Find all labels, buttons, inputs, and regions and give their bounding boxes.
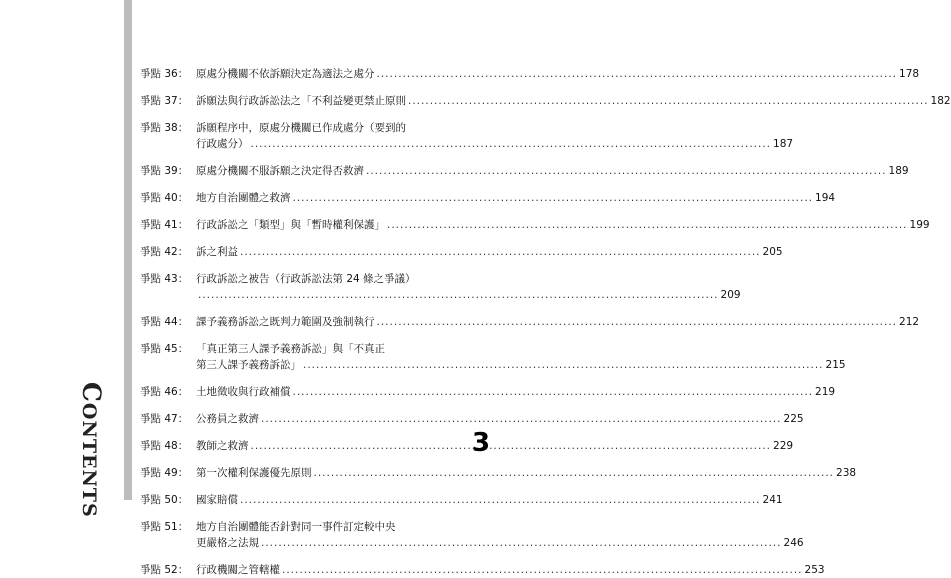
toc-entry-line <box>196 438 793 454</box>
toc-entry-body <box>196 93 951 109</box>
toc-entry-line <box>196 341 846 357</box>
toc-entry[interactable] <box>140 244 783 260</box>
toc-entry-line <box>196 271 741 287</box>
toc-entry-title: 「真正第三人課予義務訴訟」與「不真正 <box>196 343 385 355</box>
toc-entry-number: 爭點 36： <box>140 68 189 80</box>
toc-entry[interactable] <box>140 562 825 578</box>
toc-entry-title: 行政處分） <box>196 138 249 150</box>
toc-entry-body <box>196 120 793 152</box>
toc-page-number: 253 <box>804 564 825 576</box>
toc-leader-dots <box>261 535 782 551</box>
toc-entry-number: 爭點 49： <box>140 467 189 479</box>
toc-page-number: 225 <box>783 413 804 425</box>
toc-entry-line <box>196 66 919 82</box>
toc-entry-title: 教師之救濟 <box>196 440 249 452</box>
toc-entry-number: 爭點 45： <box>140 343 189 355</box>
toc-page-number: 229 <box>773 440 794 452</box>
toc-entry[interactable] <box>140 341 846 373</box>
toc-page-number: 209 <box>720 289 741 301</box>
toc-entry-number: 爭點 41： <box>140 219 189 231</box>
toc-entry[interactable] <box>140 438 794 454</box>
toc-entry-line <box>196 535 804 551</box>
contents-label-initial: C <box>77 382 106 403</box>
toc-entry-line <box>196 93 951 109</box>
toc-entry-body <box>196 519 804 551</box>
toc-entry-line <box>196 244 783 260</box>
toc-entry-title: 行政機關之管轄權 <box>196 564 280 576</box>
toc-entry[interactable] <box>140 66 920 82</box>
toc-leader-dots <box>240 244 761 260</box>
toc-entry-number: 爭點 40： <box>140 192 189 204</box>
toc-leader-dots <box>387 217 908 233</box>
toc-page-number: 238 <box>836 467 857 479</box>
toc-entry-number: 爭點 47： <box>140 413 189 425</box>
toc-entry-title: 訴之利益 <box>196 246 238 258</box>
toc-entry-number: 爭點 51： <box>140 521 189 533</box>
toc-page-number: 241 <box>762 494 783 506</box>
toc-page-number: 199 <box>909 219 930 231</box>
toc-entry-title: 第一次權利保護優先原則 <box>196 467 312 479</box>
toc-leader-dots <box>251 136 772 152</box>
toc-entry[interactable] <box>140 314 920 330</box>
toc-entry-title: 行政訴訟之「類型」與「暫時權利保護」 <box>196 219 385 231</box>
toc-leader-dots <box>293 384 814 400</box>
toc-leader-dots <box>377 314 898 330</box>
toc-leader-dots <box>303 357 824 373</box>
toc-entry-body <box>196 271 741 303</box>
toc-page-number: 205 <box>762 246 783 258</box>
toc-entry-line <box>196 190 835 206</box>
toc-entry-body <box>196 163 909 179</box>
toc-leader-dots <box>261 411 782 427</box>
toc-entry-body <box>196 411 804 427</box>
toc-entry-number: 爭點 44： <box>140 316 189 328</box>
toc-entry-body <box>196 190 835 206</box>
toc-entry-title: 訴願程序中，原處分機關已作成處分（要到的 <box>196 122 406 134</box>
toc-entry-body <box>196 66 919 82</box>
toc-leader-dots <box>314 465 835 481</box>
toc-entry[interactable] <box>140 93 951 109</box>
table-of-contents <box>140 66 951 578</box>
toc-entry-line <box>196 411 804 427</box>
toc-entry-number: 爭點 38： <box>140 122 189 134</box>
toc-entry-line <box>196 136 793 152</box>
toc-entry[interactable] <box>140 163 909 179</box>
toc-entry-body <box>196 492 783 508</box>
toc-entry-body <box>196 217 930 233</box>
toc-page-number: 219 <box>815 386 836 398</box>
toc-entry-title: 公務員之救濟 <box>196 413 259 425</box>
toc-entry-line <box>196 217 930 233</box>
toc-entry-title: 國家賠償 <box>196 494 238 506</box>
toc-entry-number: 爭點 42： <box>140 246 189 258</box>
toc-entry-title: 訴願法與行政訴訟法之「不利益變更禁止原則 <box>196 95 406 107</box>
toc-entry-line <box>196 357 846 373</box>
toc-entry-line <box>196 287 741 303</box>
toc-entry-body <box>196 341 846 373</box>
toc-page-number: 215 <box>825 359 846 371</box>
toc-page-number: 194 <box>815 192 836 204</box>
toc-entry-title: 地方自治團體能否針對同一事件訂定較中央 <box>196 521 396 533</box>
toc-page-number: 189 <box>888 165 909 177</box>
contents-label-rest: ONTENTS <box>78 402 100 518</box>
toc-leader-dots <box>366 163 887 179</box>
toc-page-number: 182 <box>930 95 951 107</box>
toc-entry-number: 爭點 52： <box>140 564 189 576</box>
toc-entry-line <box>196 163 909 179</box>
toc-page-number: 178 <box>899 68 920 80</box>
toc-page-number: 187 <box>773 138 794 150</box>
toc-entry-body <box>196 562 825 578</box>
toc-entry-body <box>196 384 835 400</box>
toc-entry-number: 爭點 43： <box>140 273 189 285</box>
toc-leader-dots <box>198 287 719 303</box>
toc-entry[interactable] <box>140 492 783 508</box>
toc-entry-line <box>196 314 919 330</box>
toc-entry-line <box>196 519 804 535</box>
toc-leader-dots <box>408 93 929 109</box>
toc-entry-body <box>196 465 856 481</box>
toc-entry-title: 第三人課予義務訴訟」 <box>196 359 301 371</box>
toc-entry[interactable] <box>140 217 930 233</box>
toc-entry-title: 更嚴格之法規 <box>196 537 259 549</box>
toc-entry-title: 行政訴訟之被告（行政訴訟法第 24 條之爭議） <box>196 273 416 285</box>
toc-leader-dots <box>293 190 814 206</box>
toc-entry[interactable] <box>140 465 857 481</box>
sidebar-divider <box>124 0 132 500</box>
toc-page-number: 212 <box>899 316 920 328</box>
toc-entry-line <box>196 465 856 481</box>
toc-entry-title: 土地徵收與行政補償 <box>196 386 291 398</box>
toc-entry-title: 原處分機關不依訴願決定為適法之處分 <box>196 68 375 80</box>
toc-entry-body <box>196 314 919 330</box>
contents-label <box>77 382 106 518</box>
toc-entry[interactable] <box>140 120 794 152</box>
toc-entry-number: 爭點 50： <box>140 494 189 506</box>
toc-entry-title: 課予義務訴訟之既判力範圍及強制執行 <box>196 316 375 328</box>
toc-leader-dots <box>251 438 772 454</box>
toc-entry-title: 原處分機關不服訴願之決定得否救濟 <box>196 165 364 177</box>
toc-leader-dots <box>240 492 761 508</box>
toc-entry[interactable] <box>140 271 741 303</box>
toc-entry-number: 爭點 48： <box>140 440 189 452</box>
toc-entry-number: 爭點 39： <box>140 165 189 177</box>
toc-entry-line <box>196 562 825 578</box>
toc-leader-dots <box>282 562 803 578</box>
toc-entry[interactable] <box>140 384 836 400</box>
toc-entry-body <box>196 438 793 454</box>
page-number: 3 <box>472 428 491 458</box>
toc-entry-line <box>196 120 793 136</box>
toc-entry-body <box>196 244 783 260</box>
toc-entry[interactable] <box>140 190 836 206</box>
toc-entry-number: 爭點 46： <box>140 386 189 398</box>
toc-entry-line <box>196 384 835 400</box>
toc-entry-number: 爭點 37： <box>140 95 189 107</box>
toc-entry[interactable] <box>140 519 804 551</box>
toc-entry[interactable] <box>140 411 804 427</box>
toc-entry-line <box>196 492 783 508</box>
toc-leader-dots <box>377 66 898 82</box>
toc-page-number: 246 <box>783 537 804 549</box>
toc-entry-title: 地方自治團體之救濟 <box>196 192 291 204</box>
